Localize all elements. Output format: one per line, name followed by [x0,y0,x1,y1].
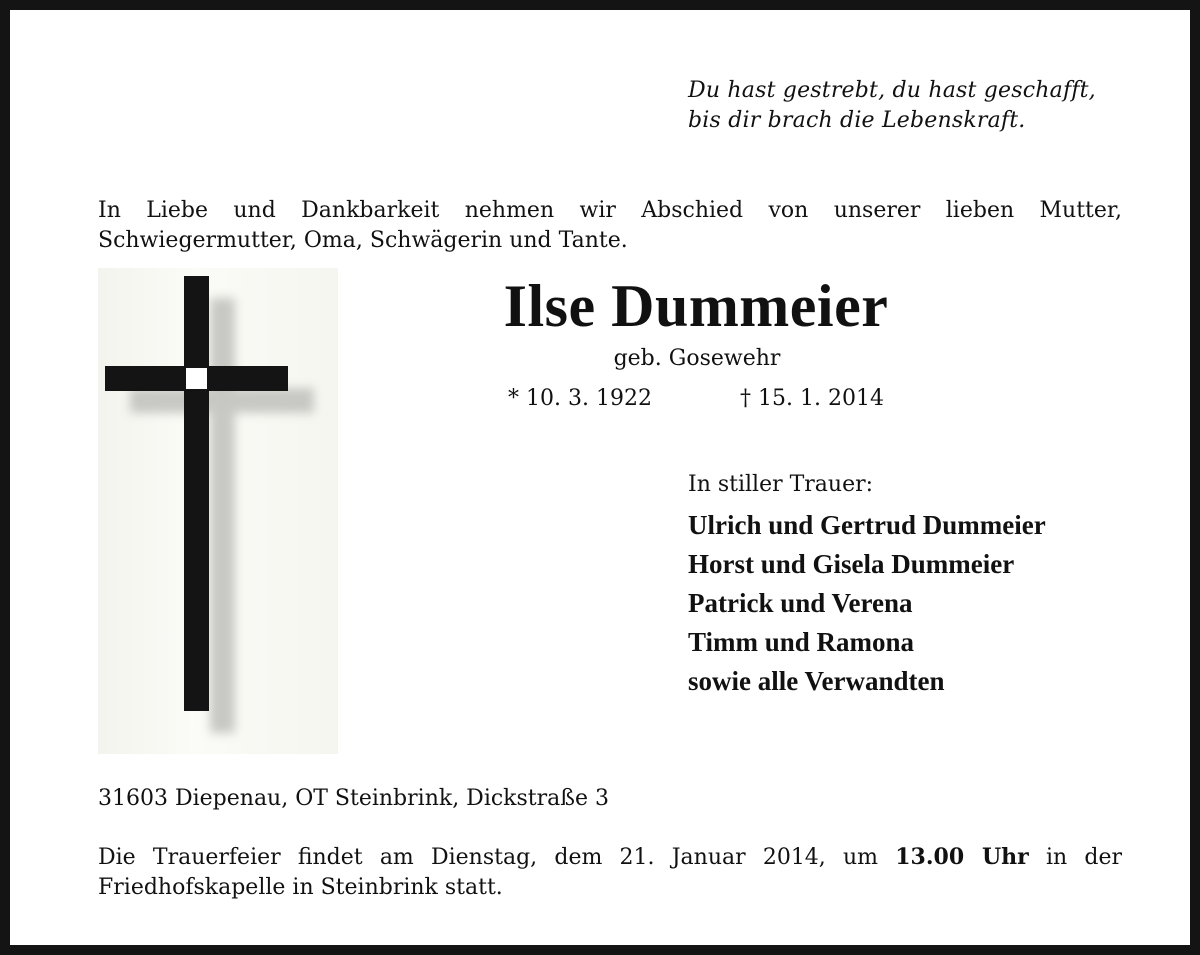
quote-line: Du hast gestrebt, du hast geschafft, [688,78,1096,103]
deceased-name: Ilse Dummeier [503,273,889,339]
family-address: 31603 Diepenau, OT Steinbrink, Dickstraße 3 [98,786,609,811]
cross-shape [105,276,288,711]
mourner-name: Patrick und Verena [688,588,913,618]
service-time: 13.00 Uhr [895,844,1029,870]
mourners-list [688,506,1158,701]
intro-line: In Liebe und Dankbarkeit nehmen wir Abschied von unserer lieben Mutter, [98,198,1122,223]
quote-line: bis dir brach die Lebenskraft. [688,108,1026,133]
intro-line: Schwiegermutter, Oma, Schwägerin und Tante. [98,228,628,253]
mourner-name: Horst und Gisela Dummeier [688,549,1015,579]
mourner-name: sowie alle Verwandten [688,666,945,696]
funeral-service-notice [98,842,1122,903]
mourner-name: Ulrich und Gertrud Dummeier [688,510,1046,540]
death-date: † 15. 1. 2014 [740,386,884,411]
cross-icon [98,268,338,754]
mourners-label: In stiller Trauer: [688,472,874,497]
birth-date: * 10. 3. 1922 [508,386,652,411]
cross-center [186,368,207,389]
cross-shadow [130,298,314,733]
service-text: in der Friedhofskapelle in Steinbrink statt. [98,845,1122,900]
service-text: Die Trauerfeier findet am Dienstag, dem 21. Januar 2014, um [98,845,879,870]
memorial-quote [688,76,1158,136]
intro-text [98,196,1122,256]
cross-image [98,268,338,754]
maiden-name: geb. Gosewehr [613,346,781,371]
mourner-name: Timm und Ramona [688,627,915,657]
